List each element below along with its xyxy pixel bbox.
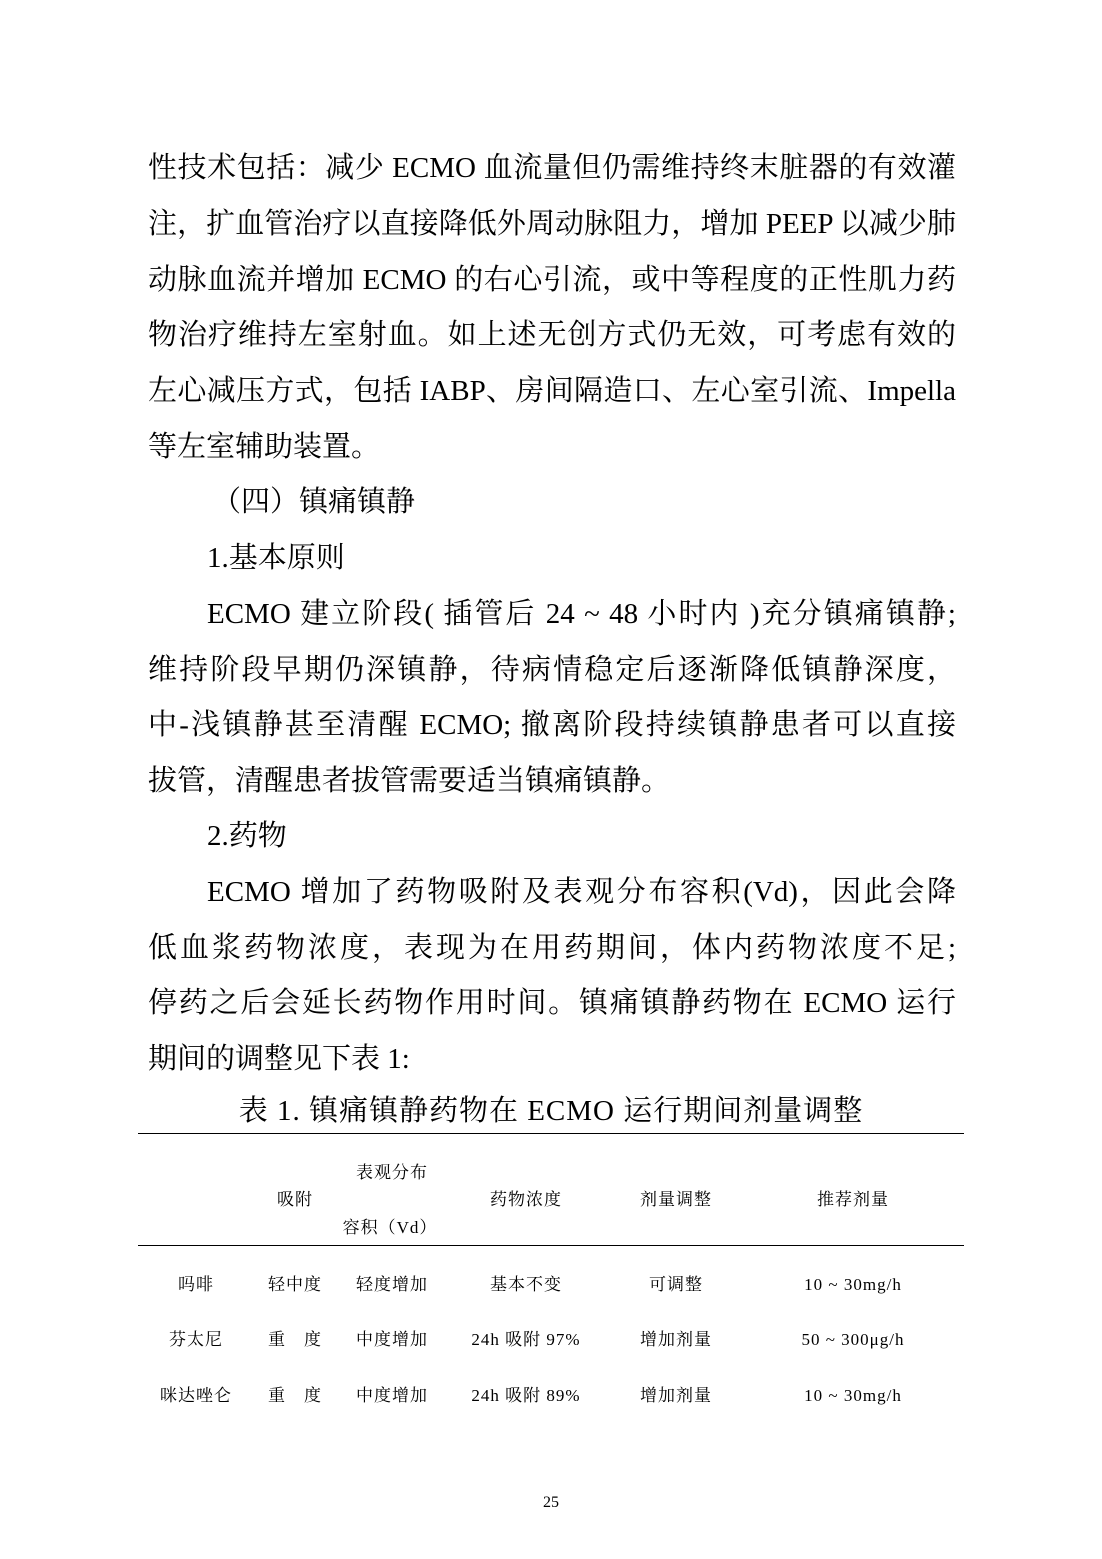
table-top-rule [138, 1133, 964, 1134]
body-text-line: 注，扩血管治疗以直接降低外周动脉阻力，增加 PEEP 以减少肺 [148, 208, 956, 240]
header-vd-line2: 容积（Vd） [342, 1218, 438, 1237]
table-cell-concentration: 24h 吸附 89% [471, 1386, 581, 1405]
table-cell-drug: 芬太尼 [169, 1330, 223, 1349]
table-caption: 表 1. 镇痛镇静药物在 ECMO 运行期间剂量调整 [238, 1095, 864, 1127]
table-cell-concentration: 24h 吸附 97% [471, 1330, 581, 1349]
table-cell-adjustment: 可调整 [649, 1275, 703, 1294]
table-cell-adsorption: 重 度 [268, 1330, 322, 1349]
subsection-heading: 1.基本原则 [207, 542, 345, 574]
header-adjustment: 剂量调整 [640, 1190, 712, 1209]
table-cell-adsorption: 重 度 [268, 1386, 322, 1405]
body-text-line: 停药之后会延长药物作用时间。镇痛镇静药物在 ECMO 运行 [148, 987, 956, 1019]
table-cell-recommended: 10 ~ 30mg/h [804, 1386, 902, 1405]
table-cell-drug: 咪达唑仑 [160, 1386, 232, 1405]
table-cell-adsorption: 轻中度 [268, 1275, 322, 1294]
header-vd-line1: 表观分布 [356, 1163, 428, 1182]
header-adsorption: 吸附 [277, 1190, 313, 1209]
body-text-line: 等左室辅助装置。 [148, 431, 381, 463]
body-text-line: 低血浆药物浓度，表现为在用药期间，体内药物浓度不足; [148, 932, 956, 964]
table-cell-adjustment: 增加剂量 [640, 1386, 712, 1405]
table-cell-recommended: 10 ~ 30mg/h [804, 1275, 902, 1294]
table-cell-adjustment: 增加剂量 [640, 1330, 712, 1349]
table-cell-vd: 中度增加 [356, 1330, 428, 1349]
subsection-heading: 2.药物 [207, 820, 287, 852]
page-number: 25 [543, 1494, 559, 1511]
header-concentration: 药物浓度 [490, 1190, 562, 1209]
body-text-line: 中-浅镇静甚至清醒 ECMO; 撤离阶段持续镇静患者可以直接 [148, 709, 956, 741]
table-cell-vd: 中度增加 [356, 1386, 428, 1405]
body-text-line: 维持阶段早期仍深镇静，待病情稳定后逐渐降低镇静深度， [148, 654, 956, 686]
table-cell-vd: 轻度增加 [356, 1275, 428, 1294]
body-text-line: 期间的调整见下表 1: [148, 1043, 410, 1075]
table-cell-concentration: 基本不变 [490, 1275, 562, 1294]
body-text-line: 左心减压方式，包括 IABP、房间隔造口、左心室引流、Impella [148, 375, 956, 407]
body-text-line: 拔管，清醒患者拔管需要适当镇痛镇静。 [148, 765, 671, 797]
table-cell-drug: 吗啡 [178, 1275, 214, 1294]
header-recommended: 推荐剂量 [817, 1190, 889, 1209]
body-text-line: 性技术包括：减少 ECMO 血流量但仍需维持终末脏器的有效灌 [148, 152, 956, 184]
body-text-line: 物治疗维持左室射血。如上述无创方式仍无效，可考虑有效的 [148, 319, 956, 351]
body-text-line: 动脉血流并增加 ECMO 的右心引流，或中等程度的正性肌力药 [148, 264, 956, 296]
body-text-line: ECMO 增加了药物吸附及表观分布容积(Vd)，因此会降 [207, 876, 956, 908]
body-text-line: ECMO 建立阶段( 插管后 24 ~ 48 小时内 )充分镇痛镇静; [207, 598, 956, 630]
table-cell-recommended: 50 ~ 300μg/h [801, 1330, 905, 1349]
section-heading: （四）镇痛镇静 [212, 486, 416, 518]
table-header-rule [138, 1245, 964, 1246]
